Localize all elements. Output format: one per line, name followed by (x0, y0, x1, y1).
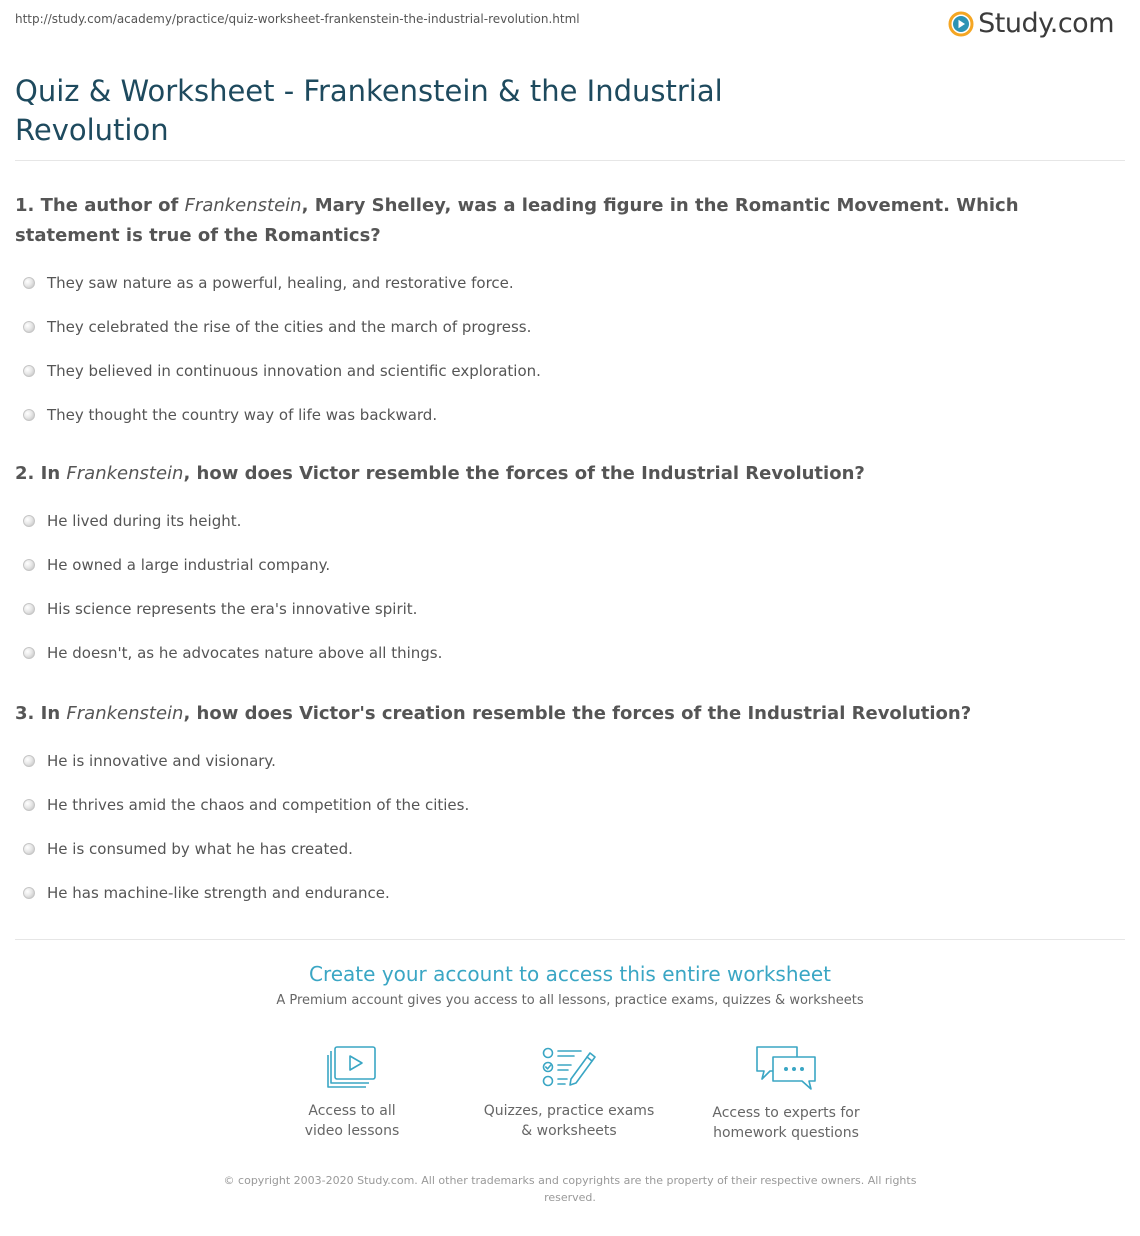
question-prefix: In (40, 463, 67, 484)
create-account-link[interactable]: Create your account to access this entire worksheet (309, 962, 831, 986)
radio-button[interactable] (23, 799, 35, 811)
answer-label: He thrives amid the chaos and competition of the cities. (47, 796, 470, 814)
question-number: 1. (15, 195, 41, 216)
question-suffix: , how does Victor resemble the forces of the Industrial Revolution? (183, 463, 865, 484)
chat-bubbles-icon (754, 1045, 818, 1091)
play-circle-logo-icon (948, 11, 974, 37)
feature-label: Access to experts for homework questions (712, 1105, 860, 1141)
radio-button[interactable] (23, 515, 35, 527)
question-number: 2. (15, 463, 41, 484)
answer-label: He is innovative and visionary. (47, 752, 276, 770)
answer-label: They saw nature as a powerful, healing, and restorative force. (47, 274, 514, 292)
radio-button[interactable] (23, 603, 35, 615)
answer-label: They thought the country way of life was backward. (47, 406, 438, 424)
answer-option[interactable] (15, 739, 1115, 783)
video-lessons-icon (326, 1045, 378, 1089)
radio-button[interactable] (23, 887, 35, 899)
question-text (15, 699, 1115, 729)
question-suffix: , how does Victor's creation resemble the forces of the Industrial Revolution? (183, 703, 972, 724)
question-2 (15, 459, 1115, 675)
radio-button[interactable] (23, 559, 35, 571)
answer-list (15, 499, 1115, 675)
title-divider (15, 160, 1125, 161)
question-suffix: , Mary Shelley, was a leading figure in the Romantic Movement. Which statement is true of the Romantics? (15, 195, 1019, 246)
section-divider (15, 939, 1125, 940)
answer-label: He is consumed by what he has created. (47, 840, 353, 858)
quiz-checklist-icon (541, 1045, 597, 1089)
logo-text: Study.com (978, 8, 1114, 39)
answer-list (15, 739, 1115, 915)
answer-option[interactable] (15, 783, 1115, 827)
answer-option[interactable] (15, 349, 1115, 393)
radio-button[interactable] (23, 365, 35, 377)
radio-button[interactable] (23, 409, 35, 421)
book-title: Frankenstein (66, 703, 184, 724)
answer-option[interactable] (15, 261, 1115, 305)
page-title: Quiz & Worksheet - Frankenstein & the Industrial Revolution (15, 74, 723, 147)
answer-option[interactable] (15, 305, 1115, 349)
feature-experts (696, 1045, 876, 1143)
answer-label: He owned a large industrial company. (47, 556, 331, 574)
answer-option[interactable] (15, 631, 1115, 675)
feature-quizzes (479, 1045, 659, 1141)
answer-option[interactable] (15, 871, 1115, 915)
book-title: Frankenstein (184, 195, 302, 216)
answer-option[interactable] (15, 499, 1115, 543)
question-3 (15, 699, 1115, 915)
answer-label: He lived during its height. (47, 512, 242, 530)
answer-list (15, 261, 1115, 437)
question-1 (15, 191, 1115, 437)
question-text (15, 191, 1115, 251)
radio-button[interactable] (23, 843, 35, 855)
answer-label: He has machine-like strength and endurance. (47, 884, 390, 902)
feature-video-lessons (262, 1045, 442, 1141)
premium-description: A Premium account gives you access to all lessons, practice exams, quizzes & worksheets (276, 993, 864, 1008)
copyright-notice: © copyright 2003-2020 Study.com. All other trademarks and copyrights are the property of their respective owners. All rights reserved. (223, 1174, 917, 1204)
question-prefix: In (40, 703, 67, 724)
answer-label: They believed in continuous innovation and scientific exploration. (47, 362, 541, 380)
book-title: Frankenstein (66, 463, 184, 484)
question-text (15, 459, 1115, 489)
answer-label: He doesn't, as he advocates nature above all things. (47, 644, 443, 662)
radio-button[interactable] (23, 277, 35, 289)
answer-option[interactable] (15, 587, 1115, 631)
feature-label: Access to all video lessons (304, 1103, 400, 1139)
radio-button[interactable] (23, 647, 35, 659)
answer-label: His science represents the era's innovative spirit. (47, 600, 418, 618)
radio-button[interactable] (23, 321, 35, 333)
answer-option[interactable] (15, 827, 1115, 871)
answer-label: They celebrated the rise of the cities and the march of progress. (47, 318, 532, 336)
question-prefix: The author of (40, 195, 185, 216)
study-logo[interactable] (948, 8, 1114, 40)
radio-button[interactable] (23, 755, 35, 767)
feature-label: Quizzes, practice exams & worksheets (483, 1103, 655, 1139)
answer-option[interactable] (15, 393, 1115, 437)
page-url: http://study.com/academy/practice/quiz-worksheet-frankenstein-the-industrial-revolution.html (15, 12, 580, 26)
question-number: 3. (15, 703, 41, 724)
answer-option[interactable] (15, 543, 1115, 587)
